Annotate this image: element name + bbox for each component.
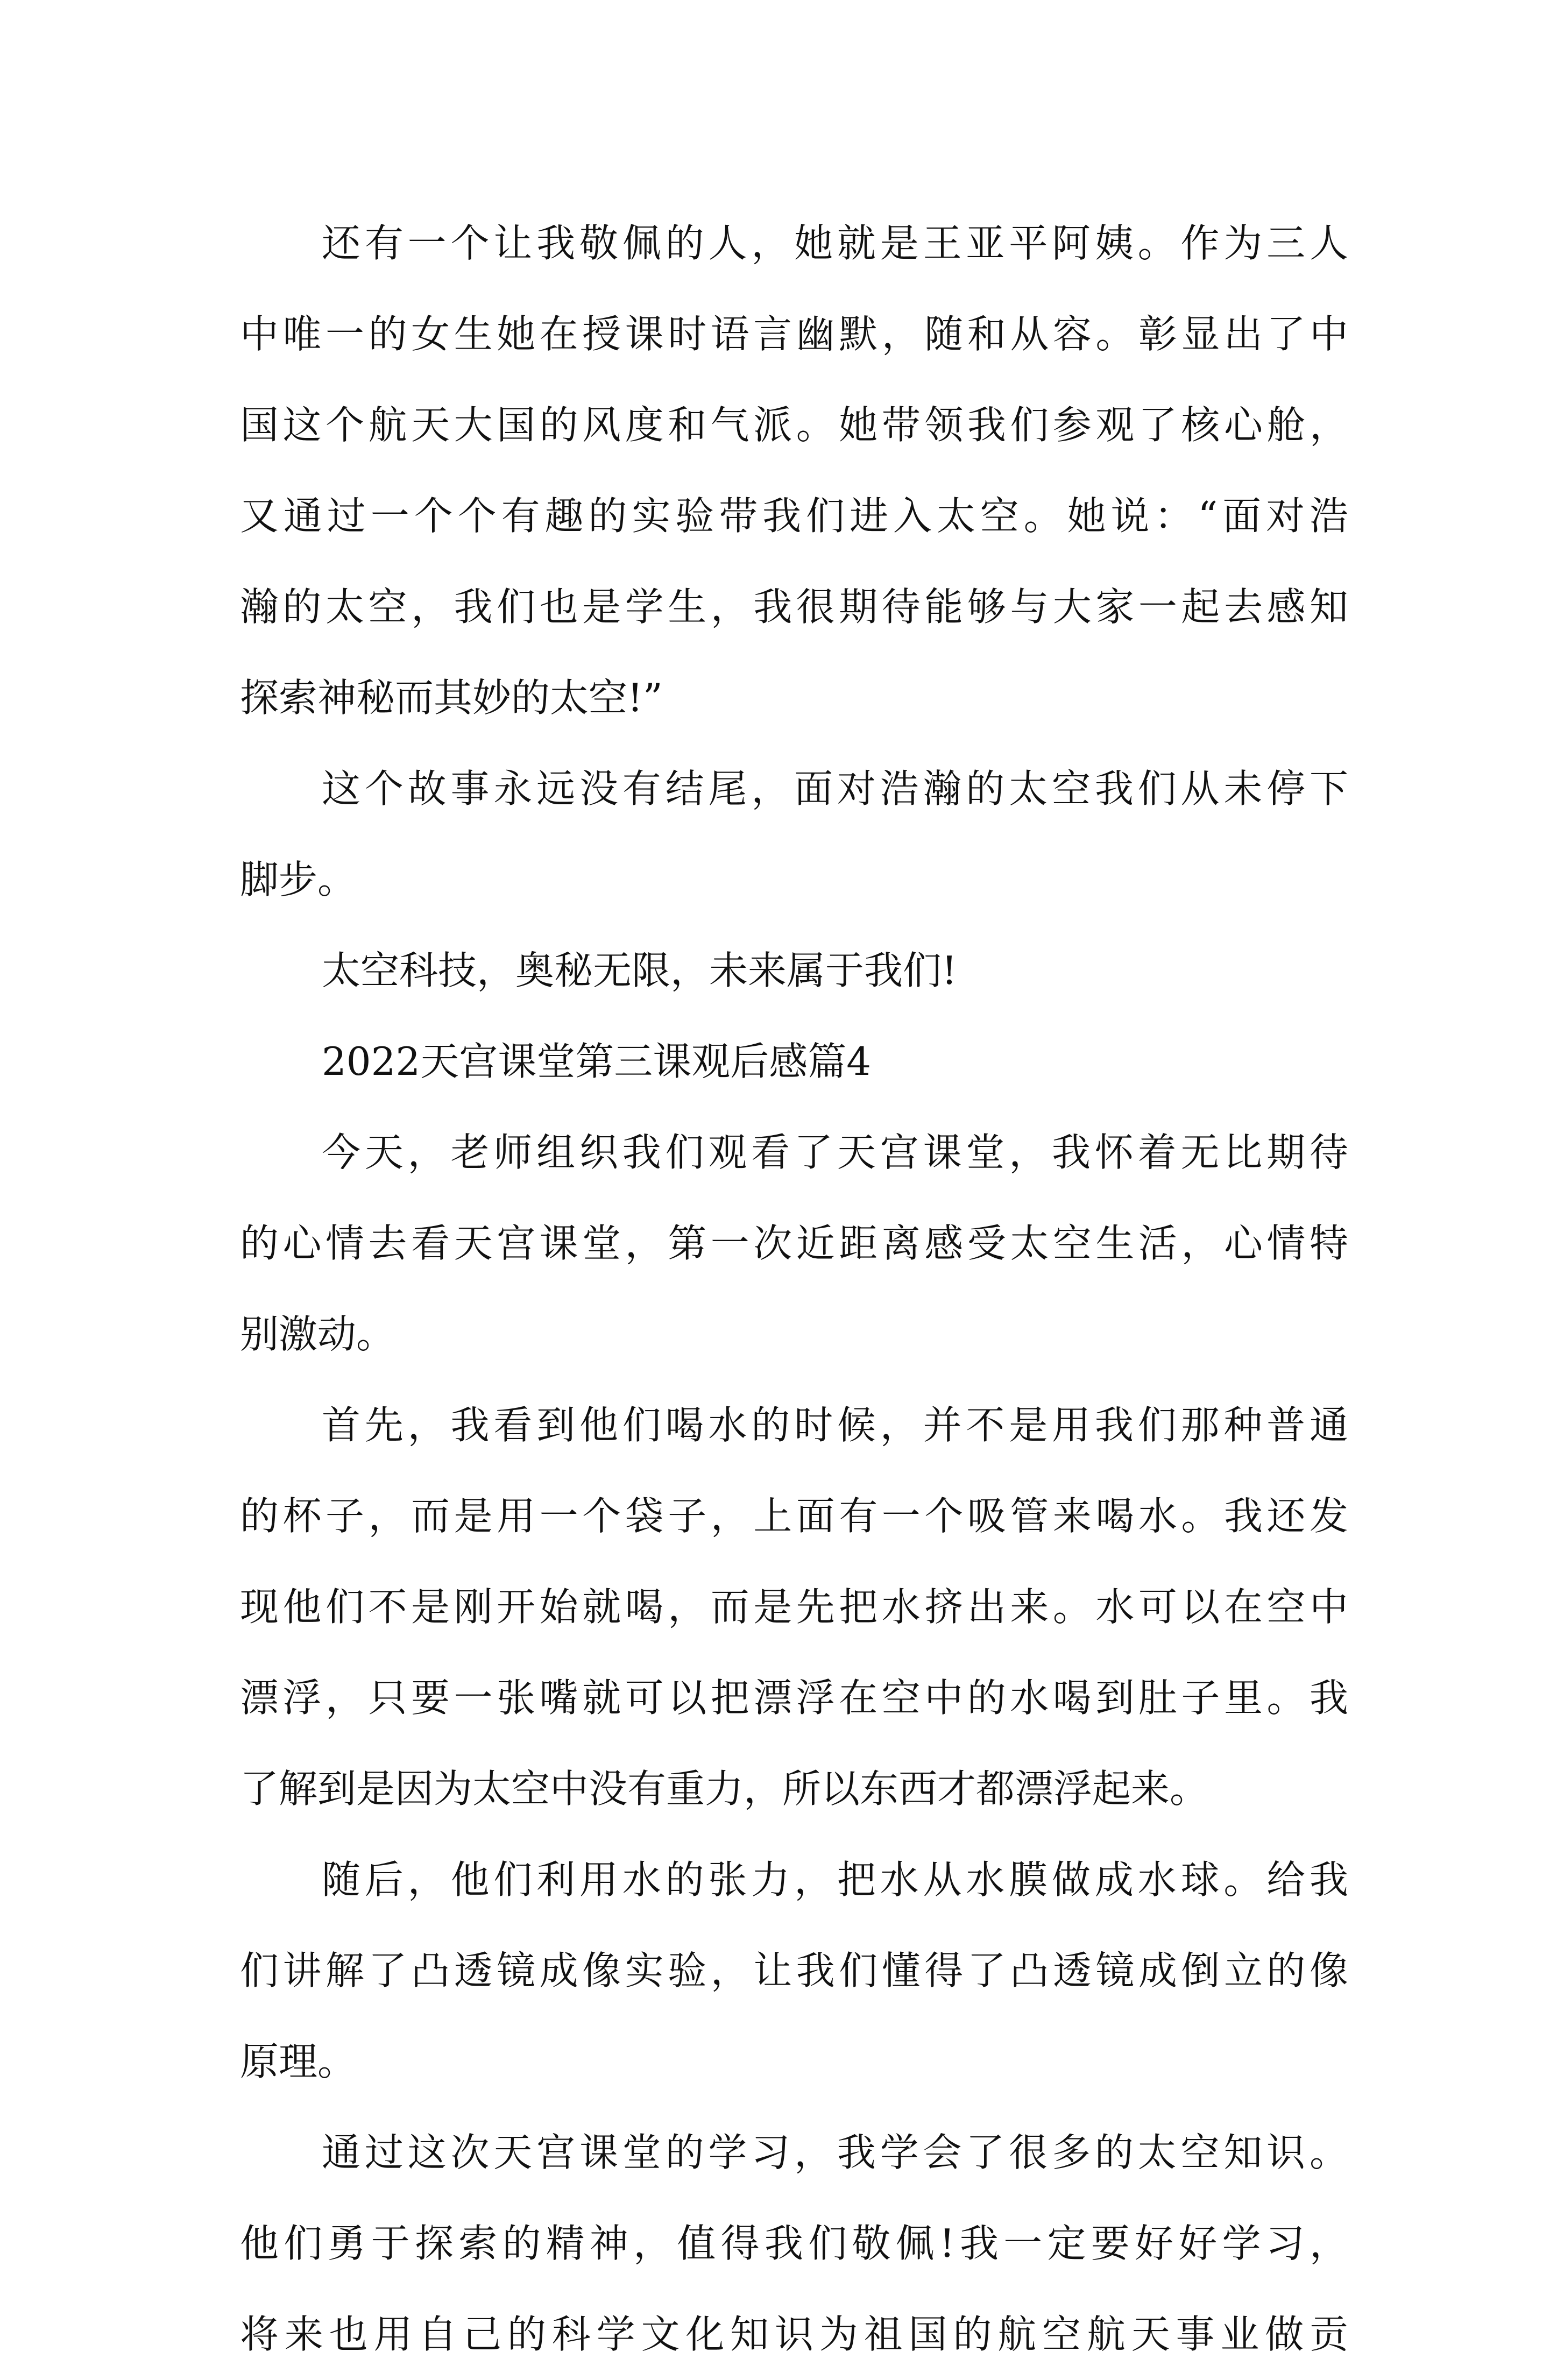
- text-line: 了解到是因为太空中没有重力，所以东西才都漂浮起来。: [240, 1766, 1209, 1811]
- text-line: 的心情去看天宫课堂，第一次近距离感受太空生活，心情特: [240, 1221, 1348, 1266]
- body-text: [240, 198, 1348, 2380]
- text-line: 探索神秘而其妙的太空!”: [240, 675, 663, 720]
- text-line: 将来也用自己的科学文化知识为祖国的航空航天事业做贡: [240, 2312, 1348, 2357]
- text-line: 又通过一个个有趣的实验带我们进入太空。她说：“面对浩: [240, 493, 1348, 539]
- text-line: 原理。: [240, 2039, 357, 2084]
- text-line: 瀚的太空，我们也是学生，我很期待能够与大家一起去感知: [240, 584, 1348, 629]
- text-line: 们讲解了凸透镜成像实验，让我们懂得了凸透镜成倒立的像: [240, 1948, 1348, 1993]
- text-line: 别激动。: [240, 1312, 395, 1357]
- text-line: 现他们不是刚开始就喝，而是先把水挤出来。水可以在空中: [240, 1584, 1348, 1630]
- text-line: 的杯子，而是用一个袋子，上面有一个吸管来喝水。我还发: [240, 1493, 1348, 1539]
- text-line: 首先，我看到他们喝水的时候，并不是用我们那种普通: [322, 1402, 1348, 1448]
- text-line: 中唯一的女生她在授课时语言幽默，随和从容。彰显出了中: [240, 311, 1348, 357]
- text-line: 今天，老师组织我们观看了天宫课堂，我怀着无比期待: [322, 1130, 1348, 1175]
- text-line: 太空科技，奥秘无限，未来属于我们!: [322, 948, 957, 993]
- text-line: 随后，他们利用水的张力，把水从水膜做成水球。给我: [322, 1857, 1348, 1902]
- text-line: 通过这次天宫课堂的学习，我学会了很多的太空知识。: [322, 2130, 1348, 2175]
- text-line: 这个故事永远没有结尾，面对浩瀚的太空我们从未停下: [322, 766, 1348, 811]
- text-line: 国这个航天大国的风度和气派。她带领我们参观了核心舱，: [240, 402, 1348, 448]
- text-line: 漂浮，只要一张嘴就可以把漂浮在空中的水喝到肚子里。我: [240, 1675, 1348, 1720]
- section-heading: 2022天宫课堂第三课观后感篇4: [322, 1039, 872, 1084]
- text-line: 还有一个让我敬佩的人，她就是王亚平阿姨。作为三人: [322, 221, 1348, 266]
- text-line: 他们勇于探索的精神，值得我们敬佩!我一定要好好学习，: [240, 2221, 1348, 2266]
- text-line: 脚步。: [240, 857, 357, 902]
